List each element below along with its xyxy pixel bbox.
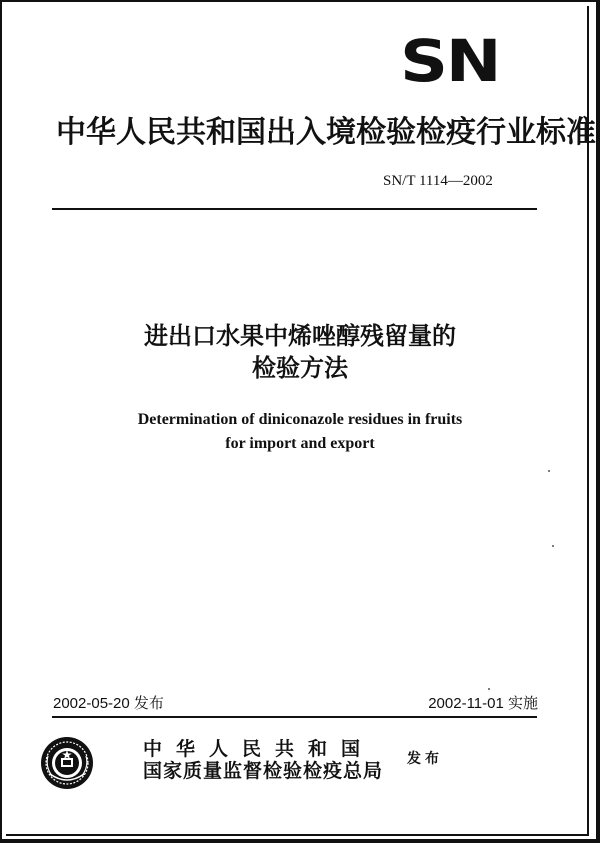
sn-logo: SN: [400, 27, 500, 95]
publish-label: 发布: [407, 751, 443, 767]
issuer-line2: 国家质量监督检验检疫总局: [143, 760, 384, 782]
english-title-line1: Determination of diniconazole residues in fruits: [137, 411, 463, 428]
organization-title: 中华人民共和国出入境检验检疫行业标准: [56, 115, 596, 150]
chinese-title-line1: 进出口水果中烯唑醇残留量的: [144, 322, 456, 350]
english-title-line2: for import and export: [225, 435, 375, 452]
issue-date: 2002-05-20 发布: [53, 695, 164, 712]
implementation-date: 2002-11-01 实施: [428, 695, 538, 712]
top-divider: [52, 208, 537, 210]
issuing-authority: [143, 738, 383, 782]
scan-speck: [548, 470, 550, 472]
standard-number: SN/T 1114—2002: [383, 173, 493, 189]
english-title: [90, 408, 510, 456]
scan-speck: [488, 688, 490, 690]
chinese-title: [100, 320, 500, 384]
bottom-divider: [52, 716, 537, 718]
national-emblem-seal: [40, 736, 94, 790]
scan-speck: [552, 545, 554, 547]
chinese-title-line2: 检验方法: [252, 354, 348, 382]
issuer-line1: 中华人民共和国: [143, 738, 375, 760]
